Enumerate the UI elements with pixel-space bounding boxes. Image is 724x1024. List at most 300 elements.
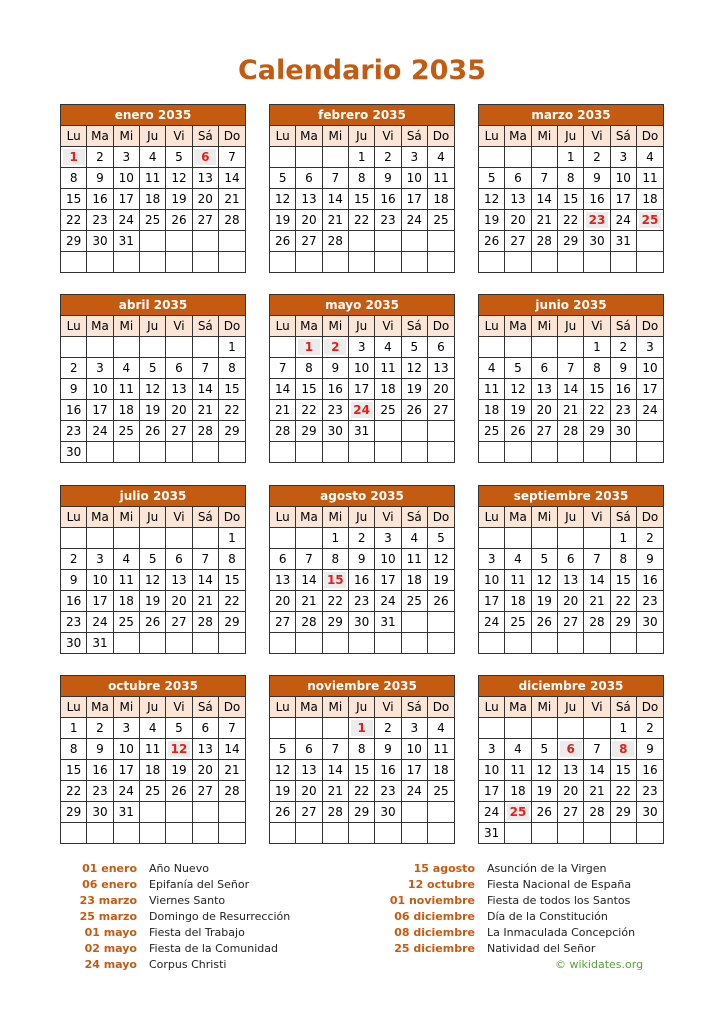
day-cell: 7 [531, 168, 557, 189]
day-cell: 24 [401, 210, 427, 231]
empty-cell [87, 252, 113, 273]
empty-cell [348, 823, 374, 844]
empty-cell [139, 528, 165, 549]
day-cell: 15 [296, 379, 322, 400]
day-cell: 12 [505, 379, 531, 400]
day-cell: 11 [427, 168, 454, 189]
day-cell: 11 [375, 358, 401, 379]
empty-cell [113, 823, 139, 844]
empty-cell [427, 442, 454, 463]
empty-cell [584, 442, 610, 463]
weekday-label: Ju [139, 316, 165, 337]
day-cell: 22 [61, 781, 87, 802]
day-cell: 17 [113, 189, 139, 210]
day-cell: 16 [87, 189, 113, 210]
day-cell: 29 [218, 421, 245, 442]
day-cell: 12 [139, 570, 165, 591]
empty-cell [427, 231, 454, 252]
day-cell: 28 [218, 210, 245, 231]
day-cell: 2 [87, 147, 113, 168]
empty-cell [375, 421, 401, 442]
holiday-day-cell: 15 [322, 570, 348, 591]
holiday-day-cell: 1 [348, 718, 374, 739]
day-cell: 13 [296, 189, 322, 210]
empty-cell [322, 823, 348, 844]
weekday-label: Ma [296, 507, 322, 528]
empty-cell [557, 633, 583, 654]
day-cell: 3 [479, 549, 505, 570]
day-cell: 19 [531, 781, 557, 802]
day-cell: 14 [270, 379, 296, 400]
empty-cell [479, 442, 505, 463]
weekday-label: Vi [584, 126, 610, 147]
day-cell: 21 [322, 210, 348, 231]
day-cell: 20 [505, 210, 531, 231]
day-cell: 14 [531, 189, 557, 210]
day-cell: 23 [87, 781, 113, 802]
weekday-label: Sá [610, 507, 636, 528]
day-cell: 14 [192, 570, 218, 591]
weekday-label: Ju [139, 697, 165, 718]
empty-cell [348, 252, 374, 273]
day-cell: 26 [139, 612, 165, 633]
empty-cell [636, 231, 663, 252]
day-cell: 21 [557, 400, 583, 421]
weekday-label: Lu [270, 316, 296, 337]
empty-cell [375, 823, 401, 844]
holiday-row [0, 910, 724, 926]
weekday-label: Sá [401, 126, 427, 147]
day-cell: 11 [505, 570, 531, 591]
day-cell: 25 [401, 591, 427, 612]
empty-cell [87, 337, 113, 358]
credit-text[interactable]: © wikidates.org [555, 958, 644, 971]
empty-cell [584, 528, 610, 549]
empty-cell [375, 252, 401, 273]
empty-cell [139, 633, 165, 654]
day-cell: 4 [113, 358, 139, 379]
weekday-label: Vi [375, 697, 401, 718]
day-cell: 24 [636, 400, 663, 421]
day-cell: 27 [296, 802, 322, 823]
empty-cell [427, 421, 454, 442]
day-cell: 10 [348, 358, 374, 379]
day-cell: 25 [113, 421, 139, 442]
weekday-label: Do [636, 316, 663, 337]
day-cell: 24 [87, 421, 113, 442]
day-cell: 19 [427, 570, 454, 591]
day-cell: 27 [270, 612, 296, 633]
weekday-label: Do [427, 316, 454, 337]
day-cell: 26 [166, 210, 192, 231]
day-cell: 2 [61, 358, 87, 379]
day-cell: 30 [584, 231, 610, 252]
day-cell: 3 [401, 718, 427, 739]
day-cell: 7 [296, 549, 322, 570]
day-cell: 20 [557, 781, 583, 802]
day-cell: 15 [348, 189, 374, 210]
day-cell: 16 [87, 760, 113, 781]
empty-cell [531, 147, 557, 168]
day-cell: 7 [218, 718, 245, 739]
empty-cell [192, 823, 218, 844]
day-cell: 4 [505, 739, 531, 760]
day-cell: 19 [166, 189, 192, 210]
weekday-label: Ju [557, 126, 583, 147]
day-cell: 3 [87, 549, 113, 570]
day-cell: 18 [113, 591, 139, 612]
empty-cell [139, 337, 165, 358]
day-cell: 15 [610, 760, 636, 781]
month-title: abril 2035 [61, 295, 246, 316]
day-cell: 25 [375, 400, 401, 421]
day-cell: 28 [192, 421, 218, 442]
day-cell: 4 [505, 549, 531, 570]
day-cell: 11 [139, 168, 165, 189]
day-cell: 2 [375, 147, 401, 168]
weekday-label: Lu [61, 697, 87, 718]
day-cell: 8 [296, 358, 322, 379]
day-cell: 28 [322, 231, 348, 252]
day-cell: 18 [139, 760, 165, 781]
weekday-label: Ma [87, 507, 113, 528]
empty-cell [166, 823, 192, 844]
month-title: septiembre 2035 [479, 486, 664, 507]
day-cell: 27 [192, 781, 218, 802]
empty-cell [218, 823, 245, 844]
holiday-day-cell: 12 [166, 739, 192, 760]
day-cell: 26 [531, 612, 557, 633]
day-cell: 6 [270, 549, 296, 570]
day-cell: 23 [61, 612, 87, 633]
empty-cell [87, 528, 113, 549]
empty-cell [166, 802, 192, 823]
day-cell: 13 [557, 760, 583, 781]
month-title: marzo 2035 [479, 105, 664, 126]
day-cell: 22 [296, 400, 322, 421]
day-cell: 10 [113, 168, 139, 189]
day-cell: 22 [218, 400, 245, 421]
weekday-label: Mi [322, 507, 348, 528]
empty-cell [296, 442, 322, 463]
day-cell: 16 [61, 591, 87, 612]
empty-cell [479, 718, 505, 739]
day-cell: 17 [401, 760, 427, 781]
day-cell: 31 [113, 231, 139, 252]
day-cell: 14 [322, 189, 348, 210]
holiday-day-cell: 23 [584, 210, 610, 231]
day-cell: 5 [531, 549, 557, 570]
day-cell: 17 [375, 570, 401, 591]
day-cell: 4 [427, 147, 454, 168]
day-cell: 5 [270, 739, 296, 760]
empty-cell [322, 633, 348, 654]
empty-cell [192, 528, 218, 549]
day-cell: 9 [87, 168, 113, 189]
day-cell: 13 [166, 570, 192, 591]
empty-cell [61, 528, 87, 549]
empty-cell [557, 718, 583, 739]
day-cell: 13 [192, 168, 218, 189]
day-cell: 6 [296, 739, 322, 760]
weekday-label: Ma [296, 697, 322, 718]
empty-cell [531, 633, 557, 654]
day-cell: 15 [218, 570, 245, 591]
day-cell: 29 [322, 612, 348, 633]
month-table [478, 294, 664, 463]
empty-cell [479, 528, 505, 549]
holiday-day-cell: 25 [505, 802, 531, 823]
weekday-label: Lu [61, 507, 87, 528]
day-cell: 31 [610, 231, 636, 252]
month-table [60, 675, 246, 844]
day-cell: 7 [584, 739, 610, 760]
weekday-label: Sá [401, 507, 427, 528]
day-cell: 9 [61, 379, 87, 400]
weekday-label: Ju [139, 126, 165, 147]
day-cell: 28 [322, 802, 348, 823]
weekday-label: Lu [479, 316, 505, 337]
empty-cell [296, 823, 322, 844]
day-cell: 3 [401, 147, 427, 168]
weekday-label: Vi [166, 316, 192, 337]
empty-cell [531, 528, 557, 549]
empty-cell [139, 442, 165, 463]
day-cell: 5 [166, 147, 192, 168]
weekday-label: Do [427, 697, 454, 718]
day-cell: 10 [479, 570, 505, 591]
day-cell: 17 [348, 379, 374, 400]
weekday-label: Do [427, 126, 454, 147]
empty-cell [610, 252, 636, 273]
day-cell: 12 [401, 358, 427, 379]
weekday-label: Lu [61, 316, 87, 337]
day-cell: 19 [166, 760, 192, 781]
empty-cell [610, 633, 636, 654]
empty-cell [531, 252, 557, 273]
day-cell: 2 [348, 528, 374, 549]
day-cell: 8 [557, 168, 583, 189]
day-cell: 29 [610, 802, 636, 823]
weekday-label: Sá [610, 697, 636, 718]
day-cell: 28 [296, 612, 322, 633]
month-title: mayo 2035 [270, 295, 455, 316]
weekday-label: Ju [348, 697, 374, 718]
weekday-label: Mi [113, 507, 139, 528]
empty-cell [322, 442, 348, 463]
weekday-label: Vi [375, 126, 401, 147]
day-cell: 4 [636, 147, 663, 168]
day-cell: 19 [139, 400, 165, 421]
empty-cell [401, 252, 427, 273]
day-cell: 22 [61, 210, 87, 231]
month-title: diciembre 2035 [479, 676, 664, 697]
day-cell: 9 [87, 739, 113, 760]
weekday-label: Ma [505, 316, 531, 337]
empty-cell [401, 633, 427, 654]
day-cell: 19 [531, 591, 557, 612]
day-cell: 7 [192, 549, 218, 570]
empty-cell [87, 823, 113, 844]
weekday-label: Ju [348, 126, 374, 147]
day-cell: 2 [87, 718, 113, 739]
day-cell: 22 [584, 400, 610, 421]
empty-cell [636, 633, 663, 654]
empty-cell [348, 633, 374, 654]
day-cell: 21 [218, 189, 245, 210]
holiday-name: Natividad del Señor [487, 942, 596, 955]
day-cell: 25 [113, 612, 139, 633]
holiday-day-cell: 24 [348, 400, 374, 421]
day-cell: 3 [610, 147, 636, 168]
day-cell: 26 [479, 231, 505, 252]
day-cell: 13 [531, 379, 557, 400]
day-cell: 23 [610, 400, 636, 421]
weekday-label: Mi [322, 126, 348, 147]
day-cell: 16 [375, 189, 401, 210]
empty-cell [610, 442, 636, 463]
day-cell: 14 [192, 379, 218, 400]
month-title: agosto 2035 [270, 486, 455, 507]
empty-cell [166, 442, 192, 463]
day-cell: 15 [61, 760, 87, 781]
weekday-label: Do [636, 697, 663, 718]
day-cell: 3 [113, 147, 139, 168]
holiday-date: 01 mayo [84, 926, 137, 939]
day-cell: 1 [584, 337, 610, 358]
day-cell: 18 [636, 189, 663, 210]
day-cell: 27 [531, 421, 557, 442]
day-cell: 8 [218, 549, 245, 570]
day-cell: 7 [557, 358, 583, 379]
day-cell: 18 [427, 760, 454, 781]
empty-cell [166, 337, 192, 358]
empty-cell [296, 147, 322, 168]
day-cell: 6 [166, 358, 192, 379]
empty-cell [401, 612, 427, 633]
empty-cell [348, 231, 374, 252]
empty-cell [192, 633, 218, 654]
day-cell: 31 [87, 633, 113, 654]
holiday-row [0, 926, 724, 942]
day-cell: 8 [348, 168, 374, 189]
day-cell: 5 [531, 739, 557, 760]
day-cell: 18 [505, 781, 531, 802]
day-cell: 18 [401, 570, 427, 591]
weekday-label: Mi [531, 316, 557, 337]
day-cell: 1 [610, 718, 636, 739]
weekday-label: Ma [87, 316, 113, 337]
day-cell: 6 [531, 358, 557, 379]
day-cell: 25 [505, 612, 531, 633]
weekday-label: Vi [166, 507, 192, 528]
day-cell: 23 [322, 400, 348, 421]
day-cell: 25 [139, 781, 165, 802]
day-cell: 5 [505, 358, 531, 379]
empty-cell [479, 633, 505, 654]
day-cell: 25 [479, 421, 505, 442]
day-cell: 4 [139, 147, 165, 168]
day-cell: 18 [479, 400, 505, 421]
empty-cell [375, 633, 401, 654]
day-cell: 17 [636, 379, 663, 400]
holiday-name: Domingo de Resurrección [149, 910, 291, 923]
day-cell: 4 [401, 528, 427, 549]
empty-cell [505, 442, 531, 463]
empty-cell [610, 823, 636, 844]
day-cell: 2 [636, 718, 663, 739]
day-cell: 22 [218, 591, 245, 612]
day-cell: 26 [270, 231, 296, 252]
empty-cell [636, 252, 663, 273]
day-cell: 11 [139, 739, 165, 760]
month-title: enero 2035 [61, 105, 246, 126]
empty-cell [270, 252, 296, 273]
holiday-row [0, 942, 724, 958]
weekday-label: Sá [401, 316, 427, 337]
weekday-label: Ma [505, 697, 531, 718]
day-cell: 15 [348, 760, 374, 781]
holiday-name: Fiesta Nacional de España [487, 878, 632, 891]
month-table [478, 675, 664, 844]
weekday-label: Ma [87, 697, 113, 718]
day-cell: 9 [584, 168, 610, 189]
day-cell: 13 [166, 379, 192, 400]
month-table [269, 675, 455, 844]
holiday-name: La Inmaculada Concepción [487, 926, 636, 939]
day-cell: 26 [531, 802, 557, 823]
empty-cell [557, 252, 583, 273]
month-title: noviembre 2035 [270, 676, 455, 697]
month-table [269, 294, 455, 463]
month-title: febrero 2035 [270, 105, 455, 126]
empty-cell [61, 252, 87, 273]
day-cell: 16 [636, 570, 663, 591]
day-cell: 1 [61, 718, 87, 739]
empty-cell [192, 337, 218, 358]
day-cell: 15 [610, 570, 636, 591]
day-cell: 16 [584, 189, 610, 210]
holiday-name: Año Nuevo [149, 862, 209, 875]
month-table [60, 294, 246, 463]
day-cell: 11 [427, 739, 454, 760]
day-cell: 21 [296, 591, 322, 612]
day-cell: 8 [322, 549, 348, 570]
day-cell: 21 [531, 210, 557, 231]
day-cell: 29 [610, 612, 636, 633]
day-cell: 5 [427, 528, 454, 549]
day-cell: 20 [166, 400, 192, 421]
weekday-label: Mi [531, 126, 557, 147]
weekday-label: Sá [192, 697, 218, 718]
empty-cell [113, 442, 139, 463]
empty-cell [192, 802, 218, 823]
weekday-label: Sá [192, 126, 218, 147]
day-cell: 20 [296, 210, 322, 231]
day-cell: 13 [270, 570, 296, 591]
weekday-label: Mi [113, 126, 139, 147]
day-cell: 2 [375, 718, 401, 739]
day-cell: 10 [87, 570, 113, 591]
day-cell: 10 [401, 168, 427, 189]
day-cell: 28 [531, 231, 557, 252]
day-cell: 21 [218, 760, 245, 781]
day-cell: 30 [348, 612, 374, 633]
day-cell: 11 [479, 379, 505, 400]
day-cell: 6 [192, 718, 218, 739]
weekday-label: Lu [479, 697, 505, 718]
day-cell: 30 [636, 802, 663, 823]
